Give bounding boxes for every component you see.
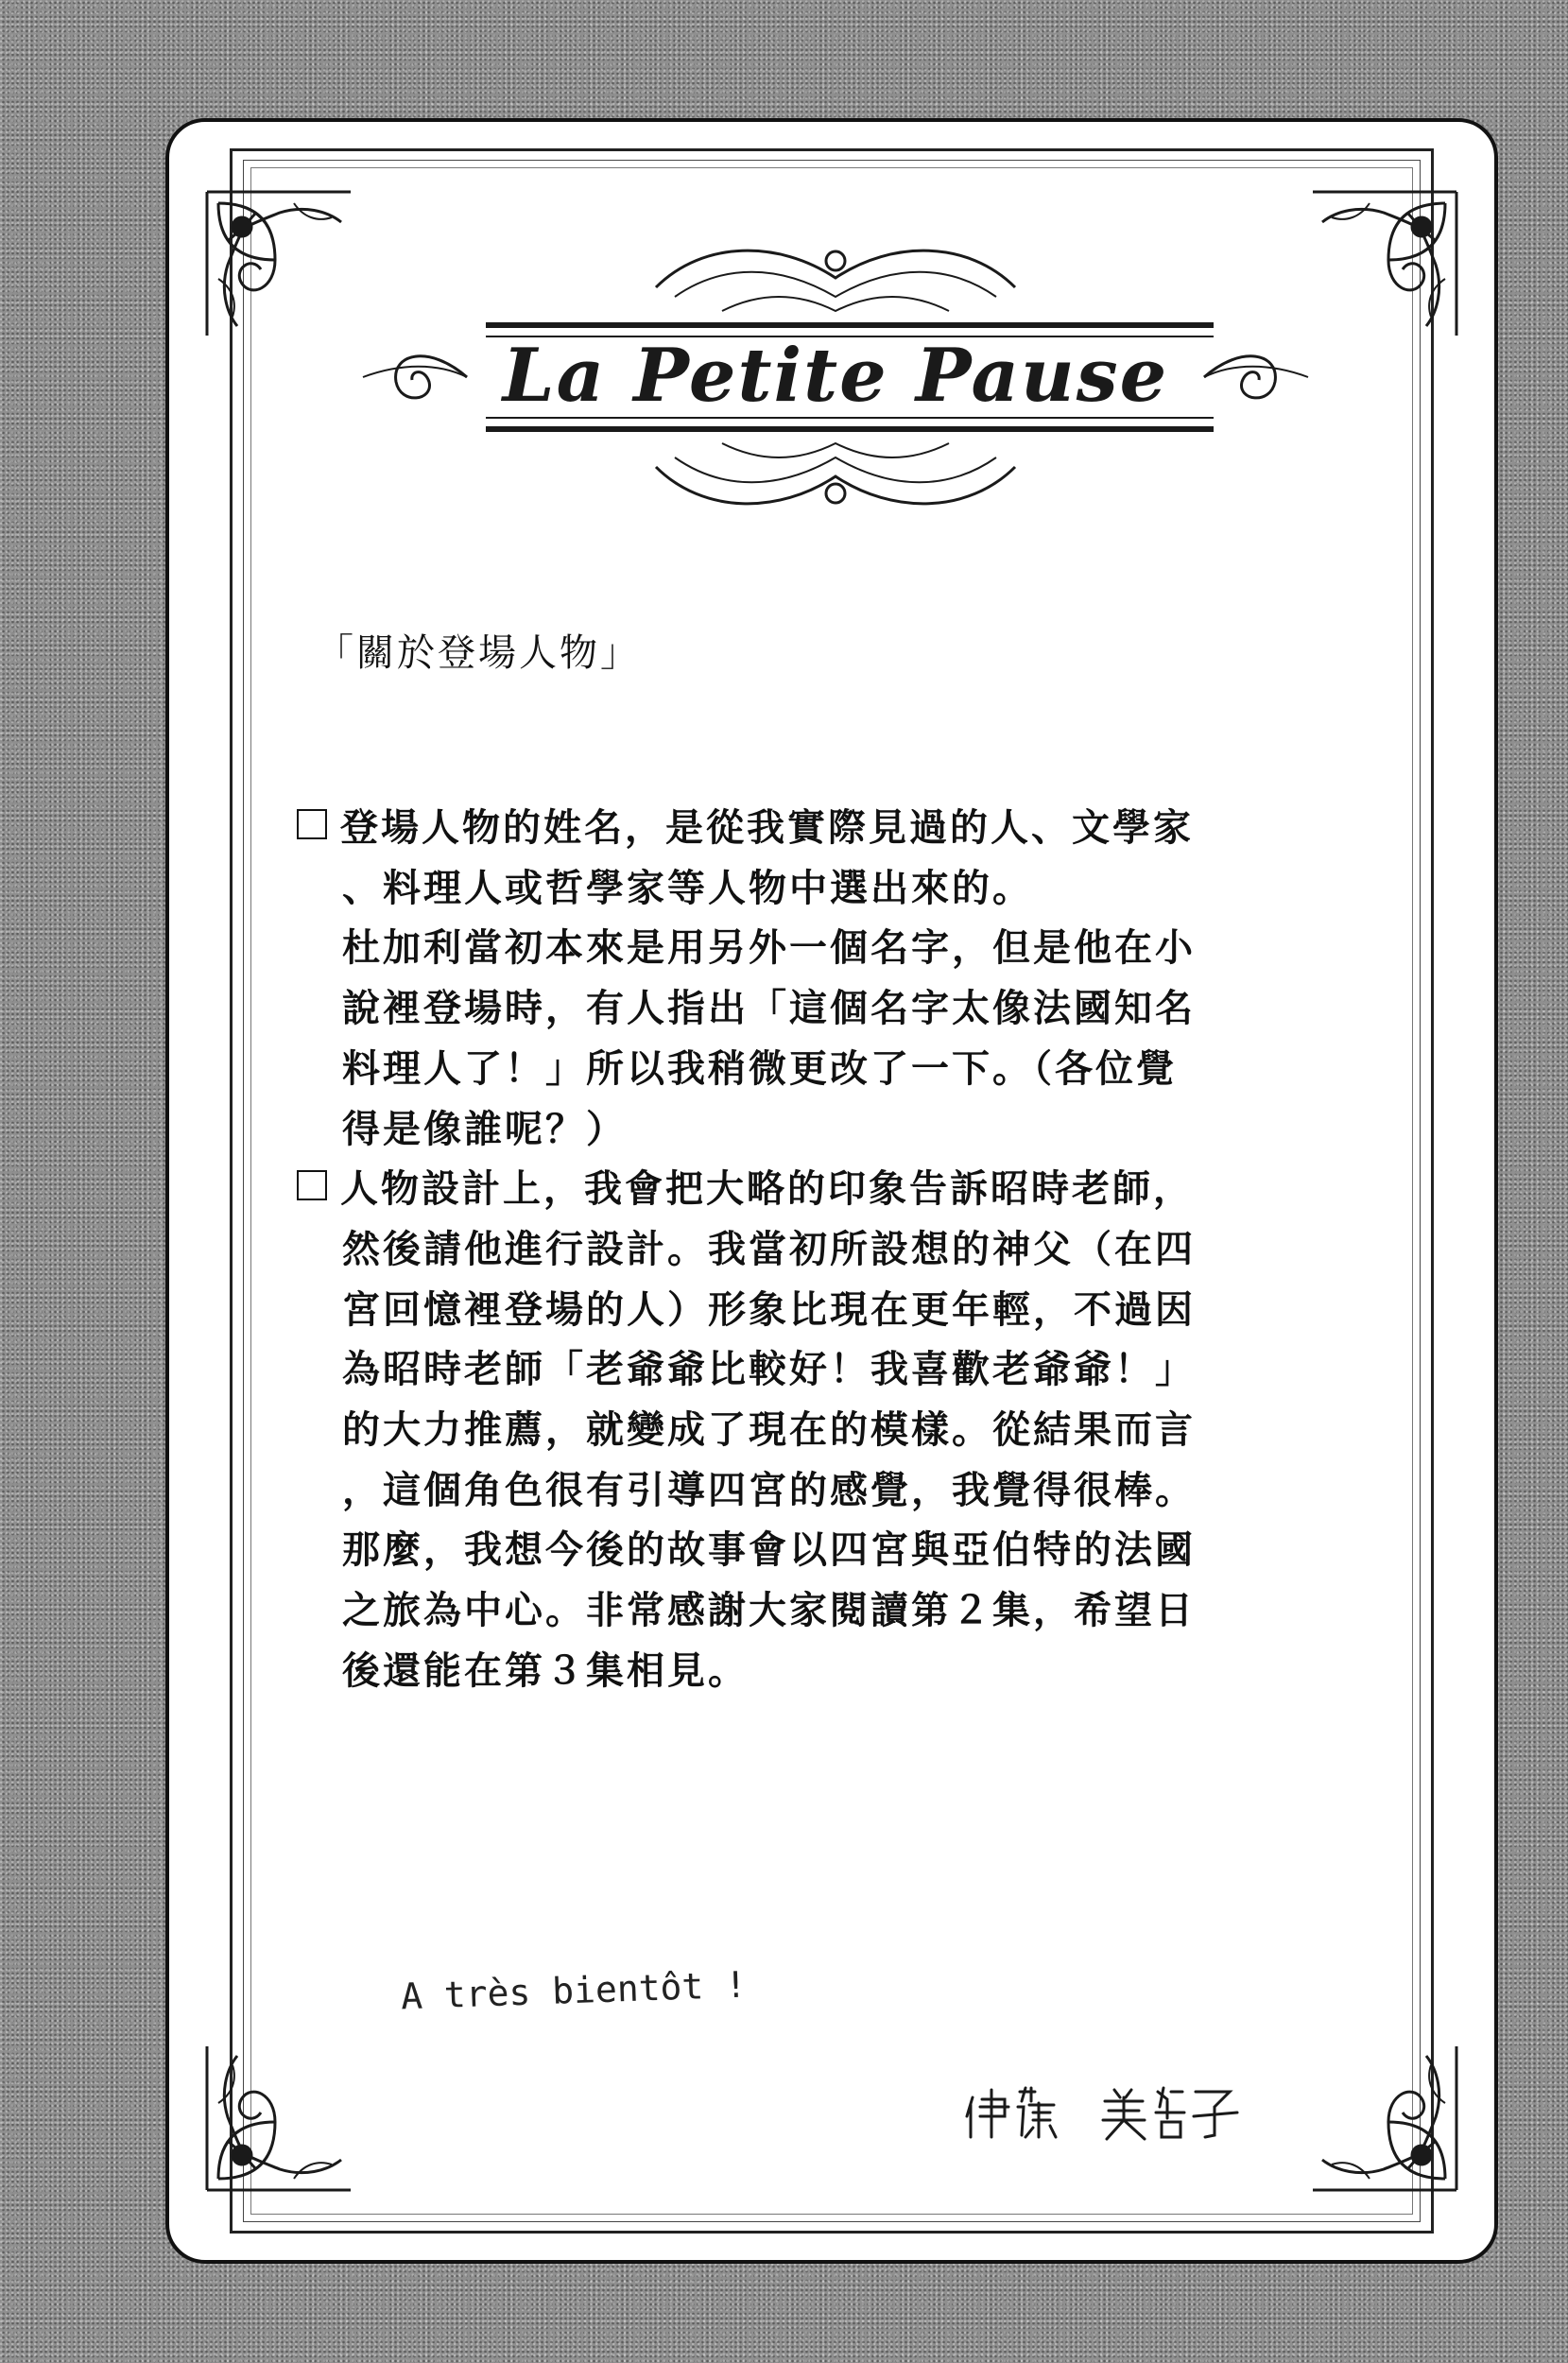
corner-ornament-icon — [199, 2037, 360, 2198]
text-line: 之旅為中心。非常感謝大家閱讀第２集，希望日 — [342, 1588, 1196, 1633]
note-card — [165, 118, 1498, 2264]
body-text — [297, 798, 1365, 1701]
checkbox-square-icon — [297, 809, 327, 839]
text-line: 宮回憶裡登場的人）形象比現在更年輕，不過因 — [342, 1286, 1196, 1332]
text-line: 後還能在第３集相見。 — [342, 1647, 749, 1693]
text-line: 的大力推薦，就變成了現在的模樣。從結果而言 — [342, 1407, 1196, 1453]
text-line: 說裡登場時，有人指出「這個名字太像法國知名 — [342, 986, 1196, 1031]
text-line: 料理人了！」所以我稍微更改了一下。（各位覺 — [342, 1045, 1177, 1091]
section-heading: 「關於登場人物」 — [316, 631, 641, 675]
handwritten-signature-icon — [963, 2078, 1247, 2145]
text-line: 登場人物的姓名，是從我實際見過的人、文學家 — [340, 805, 1194, 850]
corner-ornament-icon — [1303, 184, 1464, 345]
text-line: 然後請他進行設計。我當初所設想的神父（在四 — [342, 1226, 1196, 1271]
banner-title: La Petite Pause — [502, 333, 1169, 419]
text-line: 為昭時老師「老爺爺比較好！我喜歡老爺爺！」 — [342, 1347, 1196, 1392]
text-line: 得是像誰呢？） — [342, 1106, 627, 1151]
list-item — [297, 1159, 1365, 1700]
text-line: ，這個角色很有引導四宮的感覺，我覺得很棒。 — [342, 1467, 1196, 1512]
list-item — [297, 798, 1365, 1159]
signature — [963, 2078, 1247, 2145]
corner-ornament-icon — [1303, 2037, 1464, 2198]
text-line: 杜加利當初本來是用另外一個名字，但是他在小 — [342, 925, 1196, 971]
closing-handwritten: A très bientôt ! — [400, 1963, 748, 2018]
checkbox-square-icon — [297, 1170, 327, 1200]
corner-ornament-icon — [199, 184, 360, 345]
title-banner — [344, 221, 1327, 533]
text-line: 、料理人或哲學家等人物中選出來的。 — [342, 865, 1033, 910]
text-line: 那麼，我想今後的故事會以四宮與亞伯特的法國 — [342, 1527, 1196, 1573]
text-line: 人物設計上，我會把大略的印象告訴昭時老師， — [340, 1166, 1194, 1212]
